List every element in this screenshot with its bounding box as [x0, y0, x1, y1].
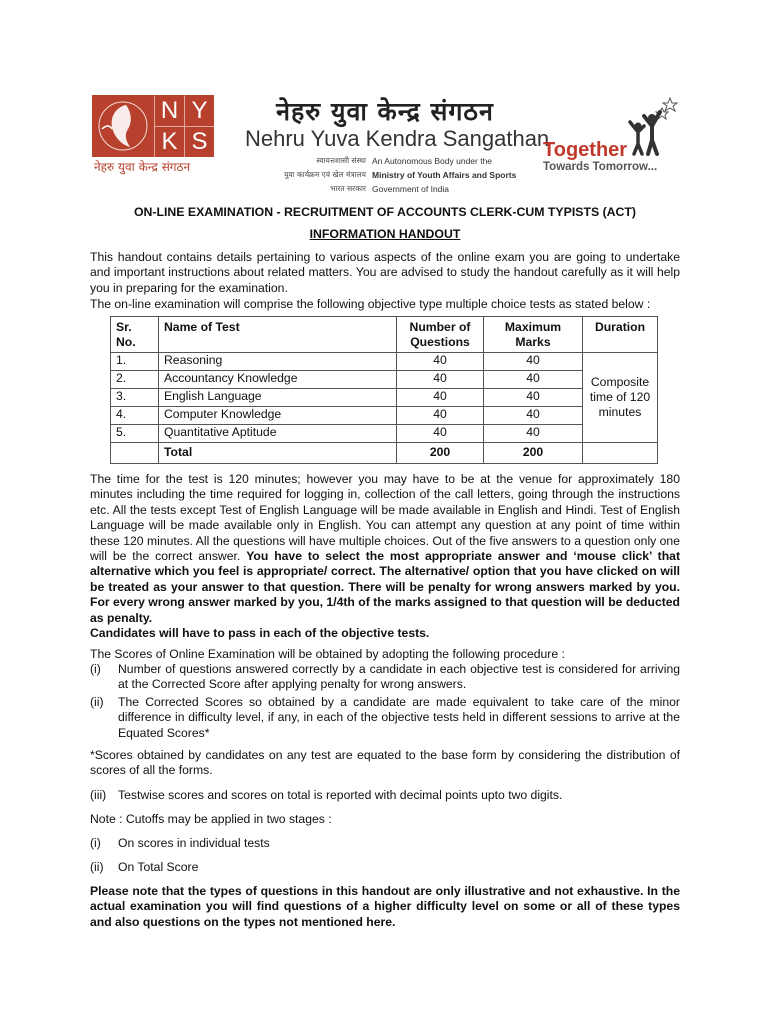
cell-questions: 40 [397, 425, 484, 443]
table-row [111, 425, 658, 443]
time-paragraph-text: The time for the test is 120 minutes; however you may have to be at the venue for approximately 180 minutes including the time required for logging in, collection of the call letters, going through the instructions etc. All the tests except Test of English Language will be made available in English and Hindi. Test of English Language will be made available only in English. You can attempt any question at any point of time within these 120 minutes. All the questions will have multiple choices. Out of the five answers to a question only one will be the correct answer. [90, 472, 680, 564]
time-paragraph [90, 472, 680, 641]
intro-tests-line: The on-line examination will comprise the following objective type multiple choice tests as stated below : [90, 297, 651, 311]
table-row [111, 353, 658, 371]
logo-letters [154, 95, 214, 157]
cell-sr: 2. [111, 371, 159, 389]
cell-sr: 4. [111, 407, 159, 425]
cell-test-name: Computer Knowledge [159, 407, 397, 425]
affiliation-english: Ministry of Youth Affairs and Sports [372, 170, 517, 180]
document-subtitle [85, 227, 685, 241]
cutoff-stage [90, 836, 680, 851]
face-emblem-icon [96, 99, 148, 153]
cell-test-name: Accountancy Knowledge [159, 371, 397, 389]
step-number: (iii) [90, 788, 107, 802]
affiliation-line [248, 182, 548, 196]
step-number: (ii) [90, 695, 104, 709]
tests-table [110, 316, 658, 464]
header-duration: Duration [583, 317, 658, 353]
pass-note: Candidates will have to pass in each of the objective tests. [90, 626, 430, 641]
stage-number: (i) [90, 836, 101, 850]
cell-duration-empty [583, 443, 658, 464]
table-header-row [111, 317, 658, 353]
header-sr-no: Sr. No. [111, 317, 159, 353]
scores-step [90, 788, 680, 803]
tagline-towards: Towards Tomorrow... [543, 161, 658, 173]
stage-number: (ii) [90, 860, 104, 874]
logo-letter: K [154, 126, 184, 157]
cell-test-name: Reasoning [159, 353, 397, 371]
affiliation-english: An Autonomous Body under the [372, 156, 493, 166]
logo-letter: N [154, 95, 184, 126]
cell-questions: 40 [397, 389, 484, 407]
cell-sr: 1. [111, 353, 159, 371]
document-title: ON-LINE EXAMINATION - RECRUITMENT OF ACCOUNTS CLERK-CUM TYPISTS (ACT) [133, 205, 637, 219]
subtitle-text: INFORMATION HANDOUT [309, 227, 461, 241]
cell-questions: 40 [397, 353, 484, 371]
logo-block [92, 95, 214, 157]
cell-sr: 3. [111, 389, 159, 407]
affiliation-english: Government of India [372, 184, 450, 194]
tagline-logo [540, 96, 685, 176]
table-total-row [111, 443, 658, 464]
cell-total-marks: 200 [484, 443, 583, 464]
table-row [111, 371, 658, 389]
org-name-hindi: नेहरु युवा केन्द्र संगठन [276, 97, 494, 126]
cell-test-name: Quantitative Aptitude [159, 425, 397, 443]
closing-note: Please note that the types of questions in this handout are only illustrative and not exhaustive. In the actual examination you will find questions of a higher difficulty level on some or all of these types and also questions on the types not mentioned here. [90, 884, 680, 929]
stage-text: On scores in individual tests [118, 836, 270, 850]
cell-test-name: English Language [159, 389, 397, 407]
cell-marks: 40 [484, 407, 583, 425]
time-paragraph-bold: You have to select the most appropriate answer and ‘mouse click’ that alternative which you feel is appropriate/ correct. The alternative/ option that you have clicked on will be treated as your answer to that question. There will be penalty for wrong answers marked by you. For every wrong answer marked by you, 1/4th of the marks assigned to that question will be deducted as penalty. [90, 549, 680, 625]
step-number: (i) [90, 662, 101, 676]
org-name-english: Nehru Yuva Kendra Sangathan [245, 126, 550, 151]
intro-paragraph: This handout contains details pertaining to various aspects of the online exam you are going to undertake and important instructions about related matters. You are advised to study the handout carefully as it will help you in preparing for the examination. [90, 250, 680, 295]
cell-questions: 40 [397, 371, 484, 389]
cell-total-label: Total [159, 443, 397, 464]
cutoff-note: Note : Cutoffs may be applied in two stages : [90, 812, 332, 826]
header-number-of-questions: Number of Questions [397, 317, 484, 353]
affiliation-block [248, 154, 548, 196]
affiliation-line [248, 168, 548, 182]
step-text: Testwise scores and scores on total is reported with decimal points upto two digits. [118, 788, 563, 802]
cell-sr: 5. [111, 425, 159, 443]
step-text: Number of questions answered correctly by a candidate in each objective test is considered for arriving at the Corrected Score after applying penalty for wrong answers. [118, 662, 680, 692]
scores-step [90, 662, 680, 693]
cell-marks: 40 [484, 353, 583, 371]
scores-intro: The Scores of Online Examination will be obtained by adopting the following procedure : [90, 647, 565, 661]
cell-questions: 40 [397, 407, 484, 425]
logo-letter: Y [184, 95, 214, 126]
people-stars-icon [622, 96, 682, 158]
cell-sr-empty [111, 443, 159, 464]
cutoff-stage [90, 860, 680, 875]
cell-total-questions: 200 [397, 443, 484, 464]
table-row [111, 407, 658, 425]
stage-text: On Total Score [118, 860, 199, 874]
affiliation-hindi: भारत सरकार [330, 184, 366, 193]
step-text: The Corrected Scores so obtained by a candidate are made equivalent to take care of the minor difference in difficulty level, if any, in each of the objective tests held in different sessions to arrive at the Equated Scores* [118, 695, 680, 740]
nyks-logo [92, 95, 214, 177]
tagline-together: Together [543, 139, 628, 161]
cell-duration: Composite time of 120 minutes [583, 353, 658, 443]
affiliation-line [248, 154, 548, 168]
header-name-of-test: Name of Test [159, 317, 397, 353]
affiliation-hindi: युवा कार्यक्रम एवं खेल मंत्रालय [284, 170, 366, 179]
scores-step [90, 695, 680, 741]
affiliation-hindi: स्वायत्तशासी संस्था [316, 156, 366, 165]
cell-marks: 40 [484, 425, 583, 443]
cell-marks: 40 [484, 389, 583, 407]
cell-marks: 40 [484, 371, 583, 389]
table-row [111, 389, 658, 407]
logo-hindi-caption: नेहरु युवा केन्द्र संगठन [94, 160, 191, 174]
logo-letter: S [184, 126, 214, 157]
header-maximum-marks: Maximum Marks [484, 317, 583, 353]
equating-footnote: *Scores obtained by candidates on any test are equated to the base form by considering the distribution of scores of all the forms. [90, 748, 680, 778]
